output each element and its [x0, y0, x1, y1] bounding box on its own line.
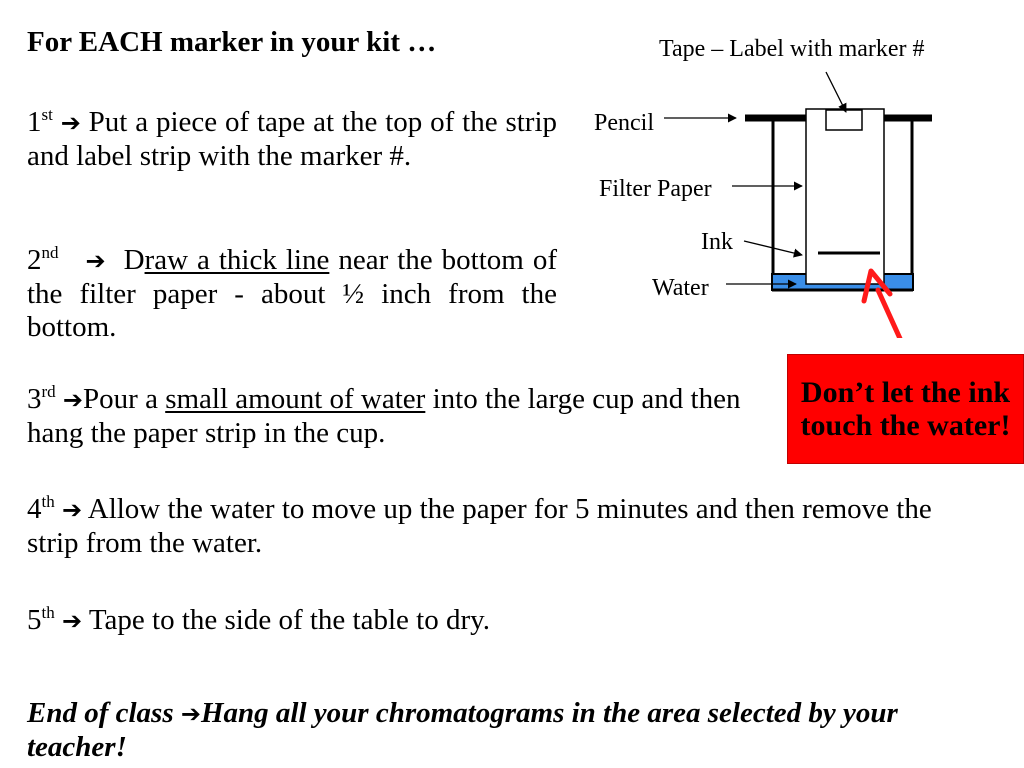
step-text: into the large cup and then hang the paper strip in the cup.	[27, 383, 741, 449]
step-text: near the bottom of the filter paper - about ½ inch from the bottom.	[27, 244, 557, 343]
step-text-underlined: raw a thick line	[144, 244, 330, 276]
step-number: 2	[27, 244, 42, 276]
step-number: 3	[27, 383, 42, 415]
right-arrow-icon: ➔	[62, 386, 84, 414]
step-number: 5	[27, 604, 42, 636]
step-text: Allow the water to move up the paper for 5 minutes and then remove the strip from the water.	[27, 493, 932, 559]
end-of-class-note	[27, 697, 1002, 764]
tape-label: Tape – Label with marker #	[659, 36, 925, 62]
pencil-label: Pencil	[594, 110, 654, 136]
step-ordinal-suffix: th	[41, 603, 55, 622]
right-arrow-icon: ➔	[180, 700, 201, 728]
step-2	[27, 244, 557, 344]
step-text-underlined: small amount of water	[165, 383, 426, 415]
page-heading: For EACH marker in your kit …	[27, 26, 437, 58]
end-of-class-label: End of class	[27, 697, 181, 729]
step-number: 4	[27, 493, 42, 525]
filter-paper	[806, 109, 884, 284]
warning-text: Don’t let the ink touch the water!	[800, 376, 1011, 442]
step-3	[27, 383, 772, 450]
step-text-lead: D	[123, 244, 145, 276]
step-text: Put a piece of tape at the top of the strip and label strip with the marker #.	[27, 106, 557, 172]
chromatography-diagram	[590, 28, 1020, 338]
step-text: Tape to the side of the table to dry.	[88, 604, 490, 636]
warning-box	[787, 354, 1024, 464]
step-ordinal-suffix: st	[41, 105, 53, 124]
right-arrow-icon: ➔	[60, 109, 81, 137]
right-arrow-icon: ➔	[61, 496, 83, 524]
step-1	[27, 106, 557, 173]
tape-pointer	[826, 72, 846, 112]
step-text-pre: Pour a	[83, 383, 166, 415]
step-4	[27, 493, 987, 560]
step-ordinal-suffix: th	[41, 492, 55, 511]
ink-label: Ink	[701, 229, 733, 255]
right-arrow-icon: ➔	[61, 607, 83, 635]
filter-paper-label: Filter Paper	[599, 176, 712, 202]
right-arrow-icon: ➔	[85, 247, 106, 275]
step-number: 1	[27, 106, 42, 138]
tape	[826, 110, 862, 130]
end-of-class-text: Hang all your chromatograms in the area selected by your teacher!	[27, 697, 898, 763]
step-ordinal-suffix: nd	[41, 243, 59, 262]
water-label: Water	[652, 275, 709, 301]
step-5	[27, 604, 987, 638]
step-ordinal-suffix: rd	[41, 382, 56, 401]
